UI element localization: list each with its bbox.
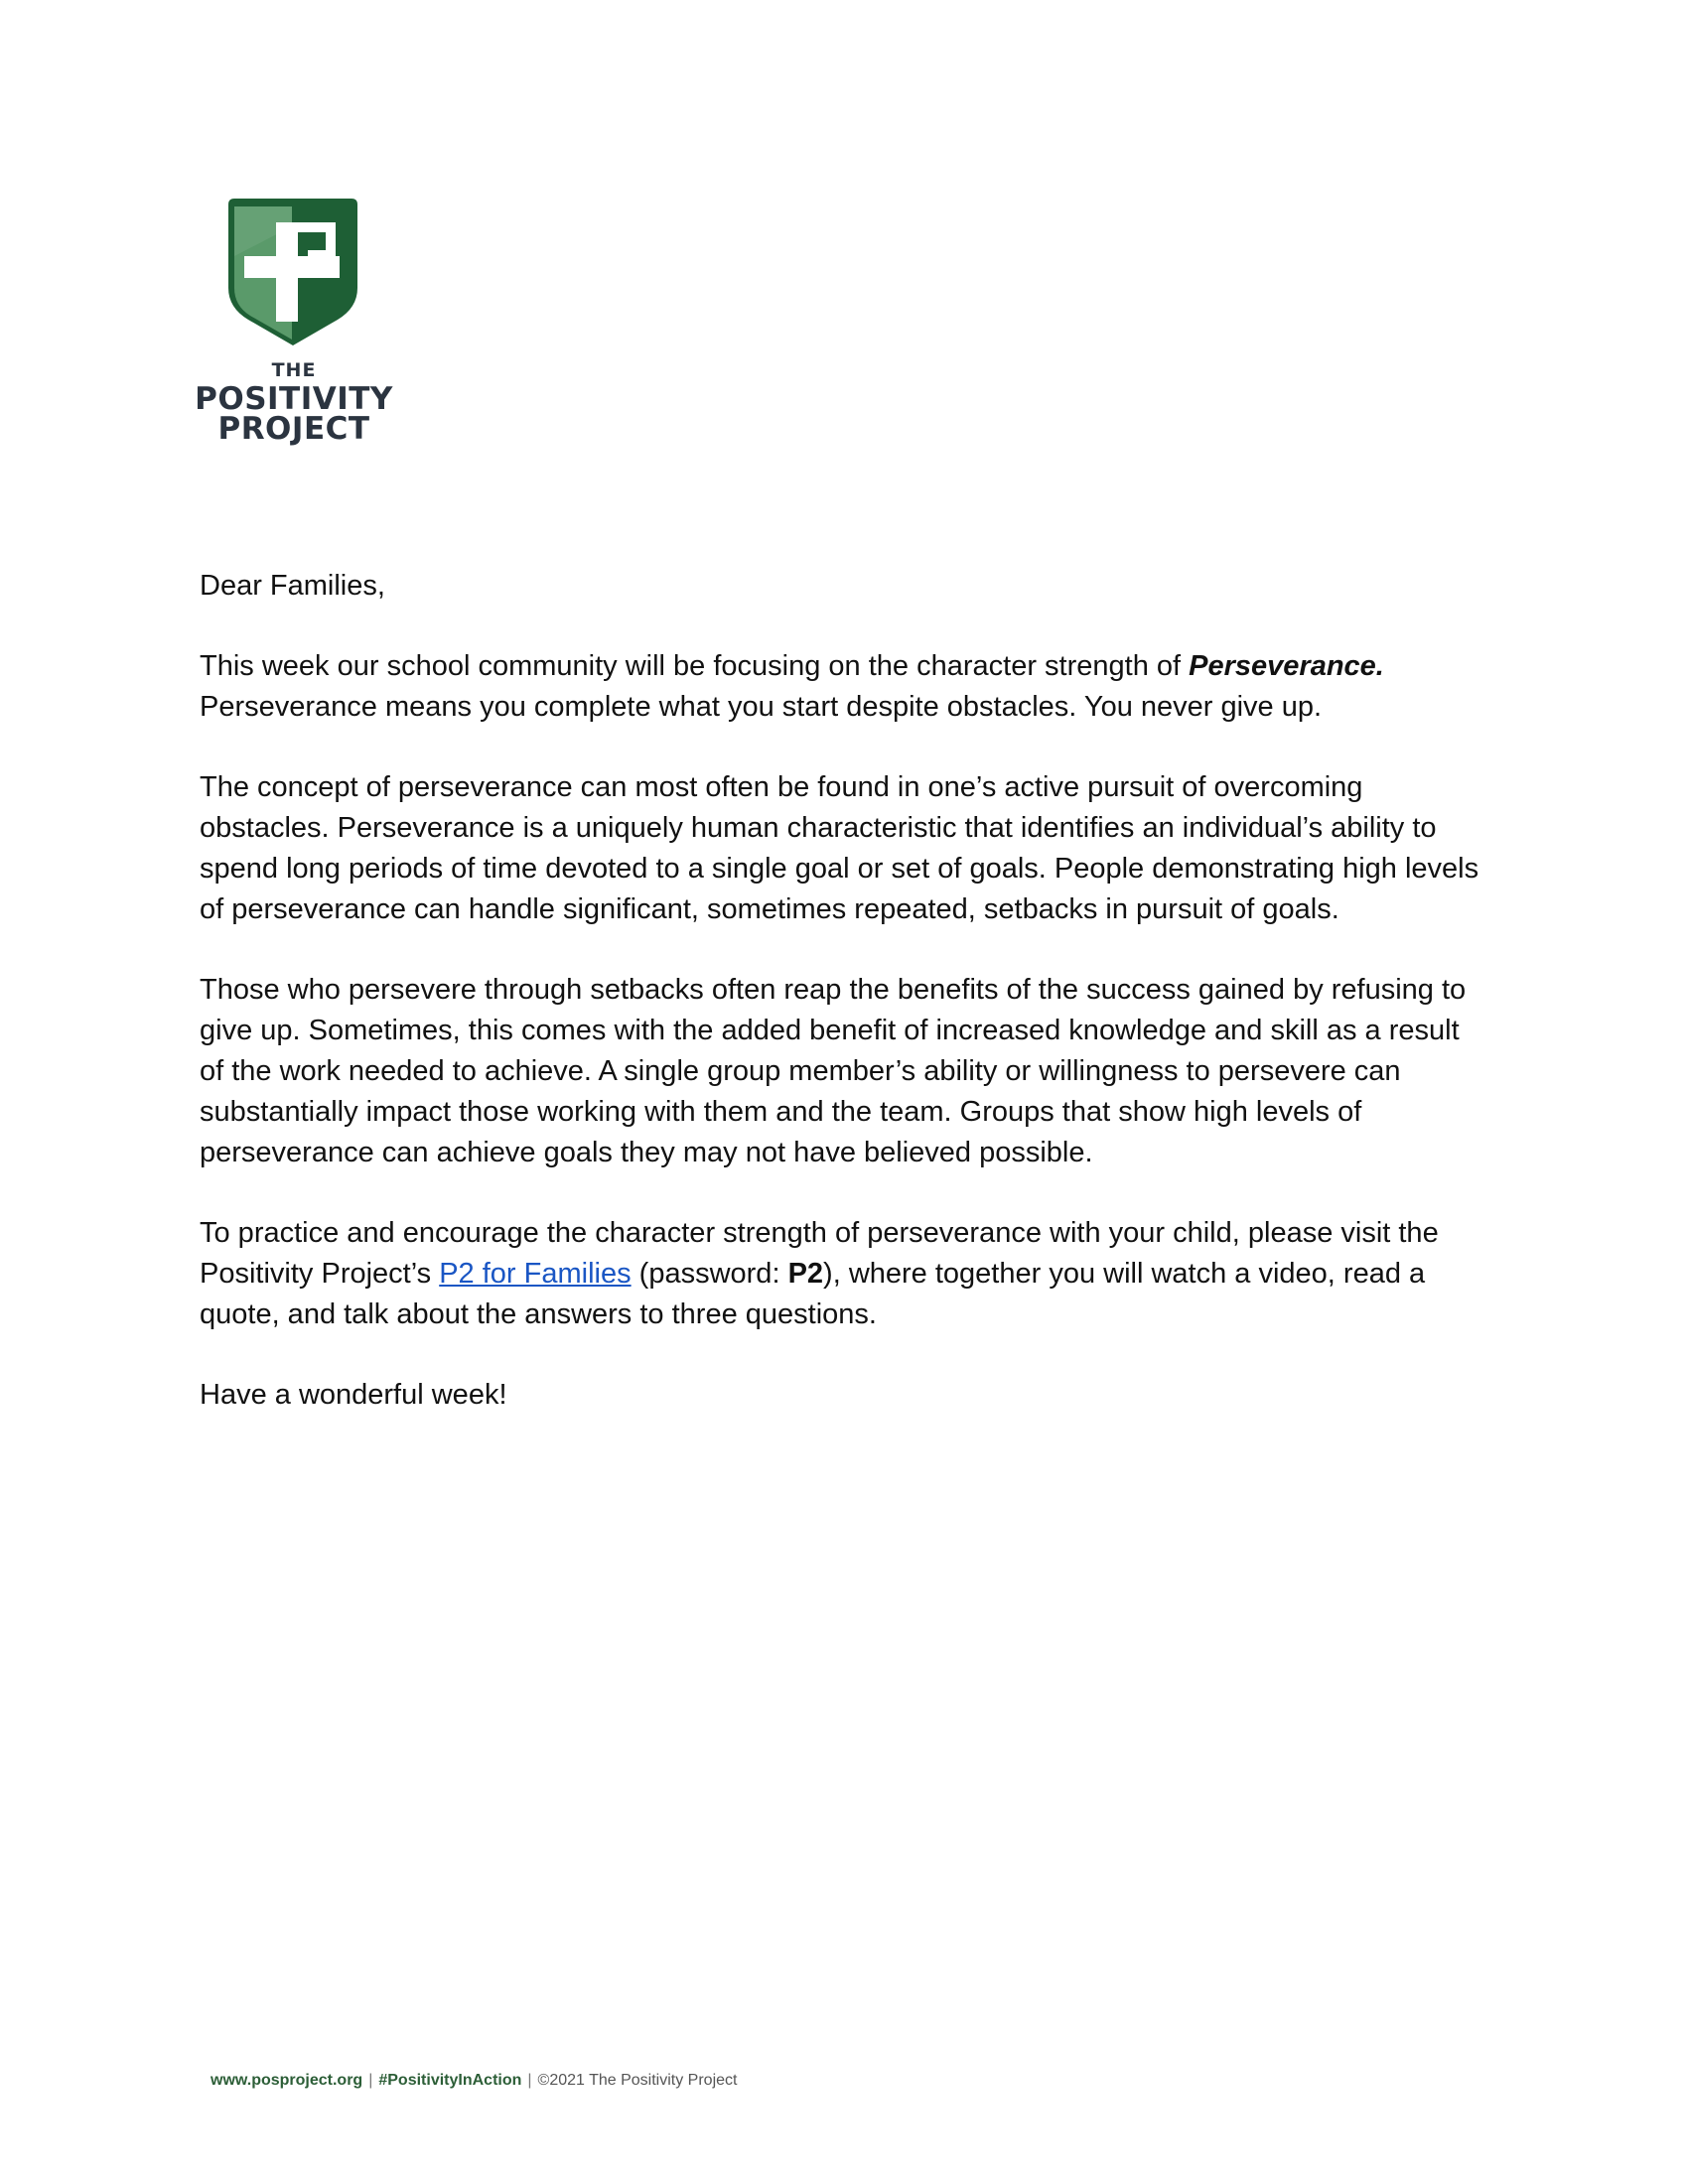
password-value: P2 — [787, 1258, 824, 1290]
footer-website-link[interactable]: www.posproject.org — [211, 2072, 363, 2089]
character-strength: Perseverance. — [1189, 650, 1384, 682]
footer-separator: | — [527, 2072, 532, 2089]
footer-copyright: ©2021 The Positivity Project — [537, 2072, 738, 2089]
logo-text-project: PROJECT — [217, 411, 370, 447]
logo-text-positivity: POSITIVITY — [195, 381, 393, 417]
p2-for-families-link[interactable]: P2 for Families — [439, 1258, 632, 1290]
footer-hashtag: #PositivityInAction — [378, 2072, 522, 2089]
practice-text-start: To practice and encourage the character strength of perseverance with your child, please visit the Positivity Project’s — [200, 1217, 1439, 1290]
paragraph-intro — [200, 646, 1490, 728]
practice-text-end: ), where together you will watch a video, read a quote, and talk about the answers to three questions. — [200, 1258, 1426, 1330]
footer-separator: | — [368, 2072, 373, 2089]
paragraph-benefits: Those who persevere through setbacks often reap the benefits of the success gained by refusing to give up. Sometimes, this comes with the added benefit of increased knowledge and skill as a result of the work needed to achieve. A single group member’s ability or willingness to persevere can substantially impact those working with them and the team. Groups that show high levels of perseverance can achieve goals they may not have believed possible. — [200, 974, 1467, 1168]
letter-body — [200, 566, 1490, 1455]
intro-text-start: This week our school community will be focusing on the character strength of — [200, 650, 1190, 682]
logo-text-the: THE — [271, 359, 317, 381]
shield-cross-icon — [220, 197, 365, 347]
paragraph-concept: The concept of perseverance can most often be found in one’s active pursuit of overcoming obstacles. Perseverance is a uniquely human characteristic that identifies an individual’s ability to spend long periods of time devoted to a single goal or set of goals. People demonstrating high levels of perseverance can handle significant, sometimes repeated, setbacks in pursuit of goals. — [200, 771, 1479, 925]
closing: Have a wonderful week! — [200, 1379, 507, 1411]
salutation: Dear Families, — [200, 570, 385, 602]
positivity-project-logo — [195, 195, 393, 453]
intro-text-end: Perseverance means you complete what you start despite obstacles. You never give up. — [200, 691, 1323, 723]
paragraph-practice — [200, 1213, 1490, 1335]
practice-text-mid: (password: — [631, 1258, 788, 1290]
footer — [211, 2071, 737, 2091]
